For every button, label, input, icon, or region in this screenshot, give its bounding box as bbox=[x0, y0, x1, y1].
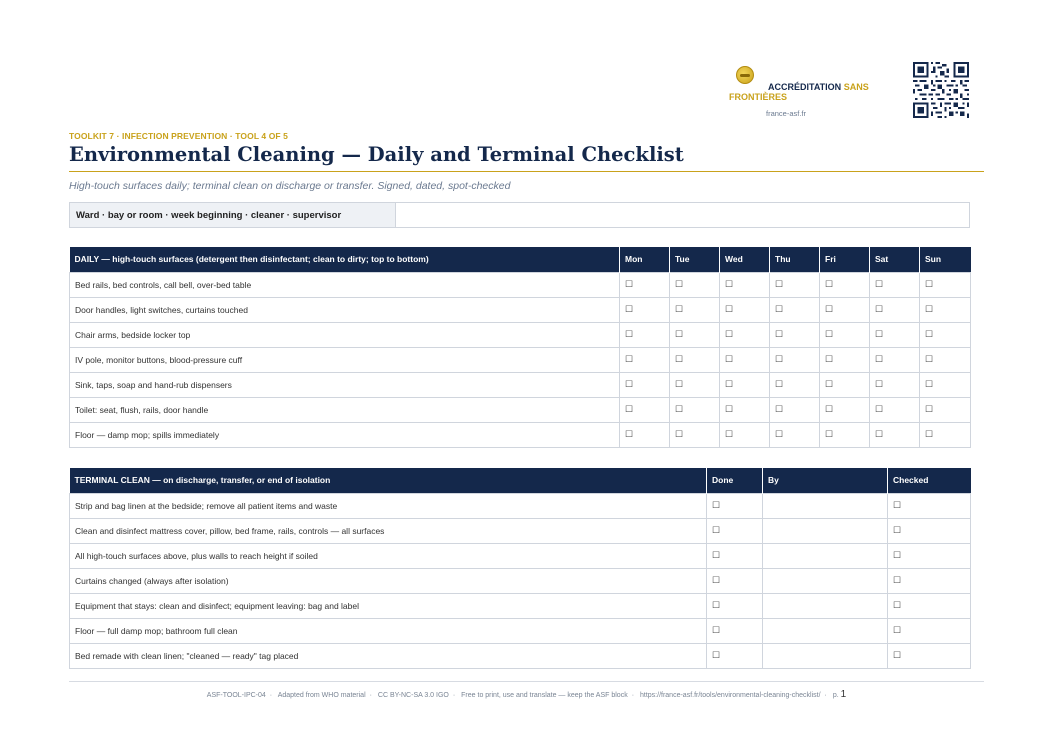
checkbox-tue[interactable]: ☐ bbox=[670, 422, 720, 447]
table-row bbox=[70, 568, 971, 593]
surface-label: Toilet: seat, flush, rails, door handle bbox=[70, 397, 620, 422]
page-title: Environmental Cleaning — Daily and Terminal Checklist bbox=[69, 143, 684, 166]
table-row bbox=[70, 422, 971, 447]
by-field[interactable] bbox=[763, 493, 888, 518]
terminal-header-row bbox=[70, 468, 971, 493]
checkbox-checked[interactable]: ☐ bbox=[888, 643, 971, 668]
document-code: ASF-TOOL-IPC-04 bbox=[206, 692, 266, 699]
checkbox-sun[interactable]: ☐ bbox=[920, 322, 971, 347]
table-row bbox=[70, 493, 971, 518]
checkbox-mon[interactable]: ☐ bbox=[620, 422, 670, 447]
source-note: Adapted from WHO material bbox=[277, 692, 366, 699]
table-row bbox=[70, 643, 971, 668]
checkbox-tue[interactable]: ☐ bbox=[670, 347, 720, 372]
logo-wordmark: ACCRÉDITATION SANS FRONTIÈRES bbox=[729, 82, 869, 102]
table-row bbox=[70, 372, 971, 397]
column-tue: Tue bbox=[670, 247, 720, 272]
task-label: Bed remade with clean linen; "cleaned — ready" tag placed bbox=[70, 643, 707, 668]
toolkit-kicker: TOOLKIT 7 · INFECTION PREVENTION · TOOL 4 OF 5 bbox=[69, 131, 289, 141]
checkbox-done[interactable]: ☐ bbox=[707, 543, 763, 568]
daily-heading: DAILY — high-touch surfaces (detergent then disinfectant; clean to dirty; top to bottom) bbox=[70, 247, 620, 272]
task-label: Floor — full damp mop; bathroom full clean bbox=[70, 618, 707, 643]
task-label: Clean and disinfect mattress cover, pillow, bed frame, rails, controls — all surfaces bbox=[70, 518, 707, 543]
checkbox-sat[interactable]: ☐ bbox=[870, 397, 920, 422]
checkbox-mon[interactable]: ☐ bbox=[620, 297, 670, 322]
checkbox-wed[interactable]: ☐ bbox=[720, 322, 770, 347]
column-thu: Thu bbox=[770, 247, 820, 272]
daily-checklist-table bbox=[69, 247, 971, 448]
checkbox-fri[interactable]: ☐ bbox=[820, 347, 870, 372]
surface-label: Sink, taps, soap and hand-rub dispensers bbox=[70, 372, 620, 397]
table-row bbox=[70, 518, 971, 543]
table-row bbox=[70, 347, 971, 372]
checkbox-wed[interactable]: ☐ bbox=[720, 272, 770, 297]
task-label: Strip and bag linen at the bedside; remove all patient items and waste bbox=[70, 493, 707, 518]
checkbox-tue[interactable]: ☐ bbox=[670, 297, 720, 322]
checkbox-wed[interactable]: ☐ bbox=[720, 372, 770, 397]
by-field[interactable] bbox=[763, 568, 888, 593]
checkbox-wed[interactable]: ☐ bbox=[720, 422, 770, 447]
checkbox-sun[interactable]: ☐ bbox=[920, 272, 971, 297]
table-row bbox=[70, 397, 971, 422]
qr-code-icon bbox=[913, 62, 969, 118]
by-field[interactable] bbox=[763, 643, 888, 668]
checkbox-done[interactable]: ☐ bbox=[707, 518, 763, 543]
checkbox-sat[interactable]: ☐ bbox=[870, 297, 920, 322]
surface-label: Door handles, light switches, curtains touched bbox=[70, 297, 620, 322]
task-label: All high-touch surfaces above, plus walls to reach height if soiled bbox=[70, 543, 707, 568]
checkbox-done[interactable]: ☐ bbox=[707, 568, 763, 593]
checkbox-mon[interactable]: ☐ bbox=[620, 372, 670, 397]
checkbox-done[interactable]: ☐ bbox=[707, 618, 763, 643]
ward-details-label: Ward · bay or room · week beginning · cleaner · supervisor bbox=[70, 203, 396, 227]
title-divider bbox=[69, 171, 984, 172]
column-sun: Sun bbox=[920, 247, 971, 272]
column-wed: Wed bbox=[720, 247, 770, 272]
logo-url: france-asf.fr bbox=[766, 109, 807, 118]
checkbox-wed[interactable]: ☐ bbox=[720, 347, 770, 372]
checkbox-thu[interactable]: ☐ bbox=[770, 347, 820, 372]
task-label: Curtains changed (always after isolation) bbox=[70, 568, 707, 593]
table-row bbox=[70, 272, 971, 297]
ward-details-row bbox=[69, 202, 970, 228]
table-row bbox=[70, 618, 971, 643]
column-fri: Fri bbox=[820, 247, 870, 272]
checkbox-mon[interactable]: ☐ bbox=[620, 322, 670, 347]
checkbox-thu[interactable]: ☐ bbox=[770, 372, 820, 397]
surface-label: Bed rails, bed controls, call bell, over-bed table bbox=[70, 272, 620, 297]
checkbox-fri[interactable]: ☐ bbox=[820, 272, 870, 297]
checkbox-tue[interactable]: ☐ bbox=[670, 322, 720, 347]
checkbox-fri[interactable]: ☐ bbox=[820, 397, 870, 422]
checkbox-checked[interactable]: ☐ bbox=[888, 593, 971, 618]
column-sat: Sat bbox=[870, 247, 920, 272]
by-field[interactable] bbox=[763, 518, 888, 543]
page-footer: ASF-TOOL-IPC-04 · Adapted from WHO material · CC BY-NC-SA 3.0 IGO · Free to print, use and translate — keep the ASF block · https://france-asf.fr/tools/environmental-cleaning-checklist/ · p. 1 bbox=[206, 689, 847, 700]
page-number: 1 bbox=[840, 689, 847, 700]
checkbox-checked[interactable]: ☐ bbox=[888, 518, 971, 543]
checkbox-wed[interactable]: ☐ bbox=[720, 297, 770, 322]
checkbox-mon[interactable]: ☐ bbox=[620, 397, 670, 422]
checkbox-fri[interactable]: ☐ bbox=[820, 322, 870, 347]
page-prefix: p. bbox=[832, 692, 839, 699]
checkbox-sun[interactable]: ☐ bbox=[920, 397, 971, 422]
by-field[interactable] bbox=[763, 618, 888, 643]
terminal-clean-table bbox=[69, 468, 971, 669]
checkbox-tue[interactable]: ☐ bbox=[670, 372, 720, 397]
checkbox-done[interactable]: ☐ bbox=[707, 593, 763, 618]
checkbox-wed[interactable]: ☐ bbox=[720, 397, 770, 422]
checkbox-mon[interactable]: ☐ bbox=[620, 347, 670, 372]
checkbox-fri[interactable]: ☐ bbox=[820, 297, 870, 322]
table-row bbox=[70, 593, 971, 618]
checkbox-mon[interactable]: ☐ bbox=[620, 272, 670, 297]
terminal-heading: TERMINAL CLEAN — on discharge, transfer, or end of isolation bbox=[70, 468, 707, 493]
column-mon: Mon bbox=[620, 247, 670, 272]
column-done: Done bbox=[707, 468, 763, 493]
checkbox-checked[interactable]: ☐ bbox=[888, 493, 971, 518]
checkbox-thu[interactable]: ☐ bbox=[770, 422, 820, 447]
checkbox-tue[interactable]: ☐ bbox=[670, 272, 720, 297]
checkbox-done[interactable]: ☐ bbox=[707, 493, 763, 518]
checkbox-thu[interactable]: ☐ bbox=[770, 272, 820, 297]
checkbox-sun[interactable]: ☐ bbox=[920, 297, 971, 322]
checkbox-checked[interactable]: ☐ bbox=[888, 618, 971, 643]
footer-divider bbox=[69, 681, 984, 682]
checkbox-checked[interactable]: ☐ bbox=[888, 568, 971, 593]
usage-note: Free to print, use and translate — keep the ASF block bbox=[461, 692, 628, 699]
column-by: By bbox=[763, 468, 888, 493]
license: CC BY-NC-SA 3.0 IGO bbox=[377, 692, 449, 699]
checkbox-thu[interactable]: ☐ bbox=[770, 297, 820, 322]
column-checked: Checked bbox=[888, 468, 971, 493]
checkbox-sat[interactable]: ☐ bbox=[870, 322, 920, 347]
table-row bbox=[70, 297, 971, 322]
checkbox-thu[interactable]: ☐ bbox=[770, 397, 820, 422]
checkbox-done[interactable]: ☐ bbox=[707, 643, 763, 668]
checkbox-fri[interactable]: ☐ bbox=[820, 372, 870, 397]
task-label: Equipment that stays: clean and disinfect; equipment leaving: bag and label bbox=[70, 593, 707, 618]
checkbox-sun[interactable]: ☐ bbox=[920, 347, 971, 372]
checkbox-sat[interactable]: ☐ bbox=[870, 422, 920, 447]
tool-url[interactable]: https://france-asf.fr/tools/environmental-cleaning-checklist/ bbox=[640, 692, 821, 699]
surface-label: Floor — damp mop; spills immediately bbox=[70, 422, 620, 447]
by-field[interactable] bbox=[763, 543, 888, 568]
checkbox-sat[interactable]: ☐ bbox=[870, 372, 920, 397]
by-field[interactable] bbox=[763, 593, 888, 618]
checkbox-sun[interactable]: ☐ bbox=[920, 422, 971, 447]
table-row bbox=[70, 543, 971, 568]
checkbox-checked[interactable]: ☐ bbox=[888, 543, 971, 568]
checkbox-fri[interactable]: ☐ bbox=[820, 422, 870, 447]
checkbox-sat[interactable]: ☐ bbox=[870, 272, 920, 297]
daily-header-row bbox=[70, 247, 971, 272]
table-row bbox=[70, 322, 971, 347]
surface-label: IV pole, monitor buttons, blood-pressure cuff bbox=[70, 347, 620, 372]
surface-label: Chair arms, bedside locker top bbox=[70, 322, 620, 347]
checkbox-thu[interactable]: ☐ bbox=[770, 322, 820, 347]
page-subtitle: High-touch surfaces daily; terminal clean on discharge or transfer. Signed, dated, spot-checked bbox=[69, 180, 511, 192]
checkbox-sun[interactable]: ☐ bbox=[920, 372, 971, 397]
checkbox-tue[interactable]: ☐ bbox=[670, 397, 720, 422]
ward-details-field[interactable] bbox=[396, 203, 969, 227]
checkbox-sat[interactable]: ☐ bbox=[870, 347, 920, 372]
